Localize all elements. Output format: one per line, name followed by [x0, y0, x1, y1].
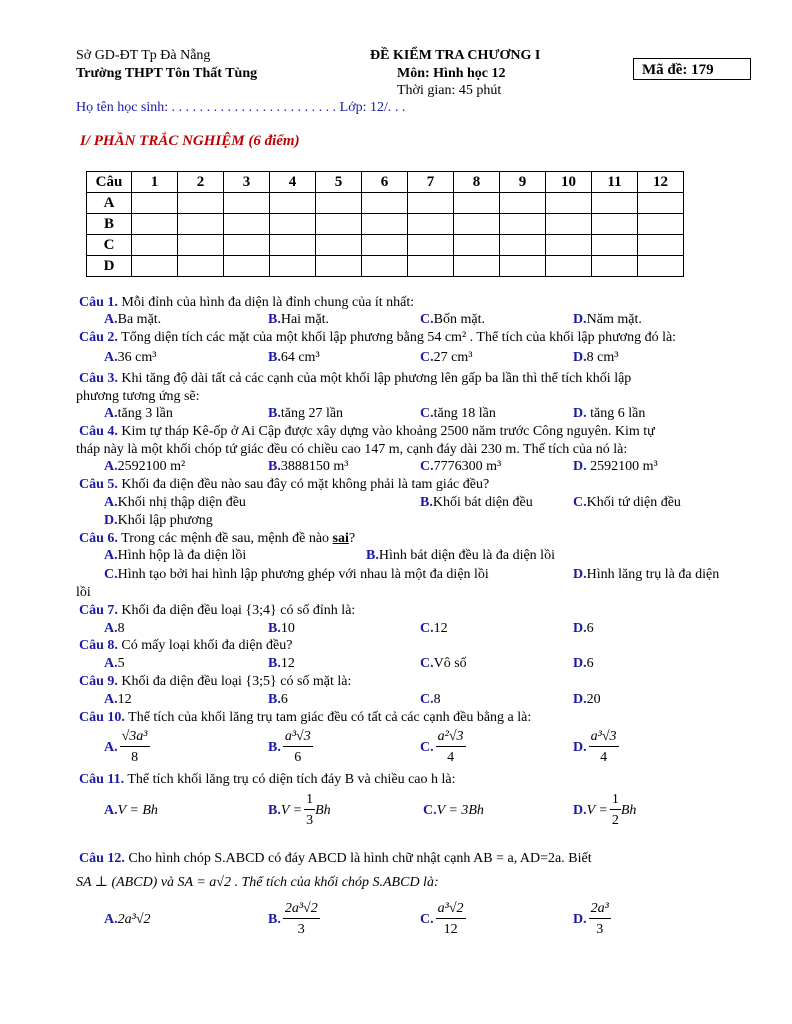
answer-cell[interactable]: [454, 235, 500, 256]
answer-cell[interactable]: [362, 193, 408, 214]
answer-cell[interactable]: [362, 256, 408, 277]
answer-cell[interactable]: [224, 235, 270, 256]
answer-cell[interactable]: [592, 214, 638, 235]
option-a[interactable]: A.8: [104, 621, 125, 636]
question-2: Câu 2. Tổng diện tích các mặt của một khối lập phương bằng 54 cm² . Thể tích của khối lập phương đó là:: [79, 330, 677, 345]
table-row: [87, 256, 684, 277]
answer-cell[interactable]: [500, 214, 546, 235]
option-b[interactable]: B.Hình bát diện đều là đa diện lồi: [366, 548, 555, 563]
answer-cell[interactable]: [408, 193, 454, 214]
option-a[interactable]: A.5: [104, 656, 125, 671]
answer-cell[interactable]: [500, 256, 546, 277]
option-b[interactable]: B. $\frac{\text{2a³√2}}{3}$: [268, 901, 318, 937]
option-d[interactable]: D. $\frac{\text{2a³}}{3}$: [573, 901, 609, 937]
answer-cell[interactable]: [270, 214, 316, 235]
table-header-cell: 9: [500, 172, 546, 193]
table-header-cell: 2: [178, 172, 224, 193]
option-a[interactable]: A.V = Bh: [104, 803, 158, 818]
table-row: [87, 235, 684, 256]
option-b[interactable]: B.V = $\frac{1}{3}$ Bh: [268, 792, 331, 828]
answer-cell[interactable]: [638, 193, 684, 214]
question-12: Câu 12. Cho hình chóp S.ABCD có đáy ABCD là hình chữ nhật cạnh AB = a, AD=2a. Biết: [79, 851, 592, 866]
table-header-cell: 8: [454, 172, 500, 193]
option-d[interactable]: D.Năm mặt.: [573, 312, 642, 327]
option-a[interactable]: A.2a³√2: [104, 912, 151, 927]
option-b[interactable]: B.12: [268, 656, 295, 671]
answer-cell[interactable]: [408, 235, 454, 256]
answer-cell[interactable]: [592, 256, 638, 277]
option-a[interactable]: A.tăng 3 lần: [104, 406, 173, 421]
question-11: Câu 11. Thể tích khối lăng trụ có diện tích đáy B và chiều cao h là:: [79, 772, 456, 787]
question-12-cont: SA ⊥ (ABCD) và SA = a√2 . Thể tích của khối chóp S.ABCD là:: [76, 875, 439, 890]
option-d[interactable]: D.6: [573, 656, 594, 671]
answer-cell[interactable]: [454, 214, 500, 235]
question-9: Câu 9. Khối đa diện đều loại {3;5} có số mặt là:: [79, 674, 352, 689]
department: Sở GD-ĐT Tp Đà Nẵng: [76, 48, 211, 63]
option-d[interactable]: D.20: [573, 692, 601, 707]
table-header-cell: 12: [638, 172, 684, 193]
option-c[interactable]: C.8: [420, 692, 441, 707]
answer-cell[interactable]: [178, 235, 224, 256]
answer-cell[interactable]: [224, 214, 270, 235]
row-label: B: [87, 214, 132, 235]
answer-cell[interactable]: [224, 193, 270, 214]
option-a[interactable]: A.2592100 m²: [104, 459, 186, 474]
option-c[interactable]: C.12: [420, 621, 448, 636]
option-b[interactable]: B.Khối bát diện đều: [420, 495, 533, 510]
option-a[interactable]: A.Ba mặt.: [104, 312, 162, 327]
option-c[interactable]: C.Hình tạo bởi hai hình lập phương ghép với nhau là một đa diện lồi: [104, 567, 489, 582]
option-a[interactable]: A.Hình hộp là đa diện lồi: [104, 548, 247, 563]
student-line: Họ tên học sinh: . . . . . . . . . . . . . . . . . . . . . . . . Lớp: 12/. . .: [76, 100, 406, 115]
option-d[interactable]: D.8 cm³: [573, 350, 619, 365]
table-header-cell: 1: [132, 172, 178, 193]
section-title: I/ PHẦN TRẮC NGHIỆM (6 điểm): [80, 133, 300, 149]
table-header-cell: 10: [546, 172, 592, 193]
question-1: [79, 294, 414, 311]
question-4-cont: tháp này là một khối chóp tứ giác đều có chiều cao 147 m, cạnh đáy dài 230 m. Thế tích của nó là:: [76, 442, 628, 457]
option-a[interactable]: A.12: [104, 692, 132, 707]
answer-cell[interactable]: [638, 235, 684, 256]
option-c[interactable]: C. $\frac{\text{a²√3}}{4}$: [420, 729, 464, 765]
keyword-wrong: sai: [332, 531, 349, 546]
option-b[interactable]: B.64 cm³: [268, 350, 320, 365]
option-a[interactable]: A. $\frac{\text{√3a³}}{8}$: [104, 729, 148, 765]
answer-cell[interactable]: [362, 214, 408, 235]
answer-cell[interactable]: [270, 256, 316, 277]
option-a[interactable]: A.Khối nhị thập diện đều: [104, 495, 246, 510]
option-c[interactable]: C. $\frac{\text{a³√2}}{12}$: [420, 901, 464, 937]
answer-cell[interactable]: [270, 193, 316, 214]
row-label: C: [87, 235, 132, 256]
exam-subject: Môn: Hình học 12: [397, 66, 506, 81]
question-4: Câu 4. Kim tự tháp Kê-ốp ở Ai Cập được xây dựng vào khoảng 2500 năm trước Công nguyên. Kim tự: [79, 424, 655, 439]
option-b[interactable]: B.tăng 27 lần: [268, 406, 344, 421]
answer-cell[interactable]: [638, 214, 684, 235]
question-label: Câu 1.: [79, 295, 118, 310]
question-3: Câu 3. Khi tăng độ dài tất cả các cạnh của một khối lập phương lên gấp ba lần thì thể tích khối lập: [79, 371, 632, 386]
answer-cell[interactable]: [178, 193, 224, 214]
answer-cell[interactable]: [546, 256, 592, 277]
option-a[interactable]: A.36 cm³: [104, 350, 157, 365]
option-c[interactable]: C.27 cm³: [420, 350, 473, 365]
option-b[interactable]: B.6: [268, 692, 288, 707]
answer-cell[interactable]: [408, 256, 454, 277]
row-label: D: [87, 256, 132, 277]
question-8: Câu 8. Có mấy loại khối đa diện đều?: [79, 638, 293, 653]
answer-cell[interactable]: [546, 214, 592, 235]
answer-cell[interactable]: [132, 193, 178, 214]
question-text: Mỗi đỉnh của hình đa diện là đỉnh chung của ít nhất:: [121, 295, 415, 310]
answer-cell[interactable]: [500, 193, 546, 214]
answer-cell[interactable]: [408, 214, 454, 235]
option-c[interactable]: C.tăng 18 lần: [420, 406, 496, 421]
option-d[interactable]: D.Hình lăng trụ là đa diện: [573, 567, 720, 582]
answer-cell[interactable]: [592, 235, 638, 256]
answer-cell[interactable]: [316, 256, 362, 277]
answer-cell[interactable]: [132, 214, 178, 235]
option-d[interactable]: D.6: [573, 621, 594, 636]
answer-cell[interactable]: [316, 193, 362, 214]
answer-table-header: [87, 172, 684, 193]
answer-cell[interactable]: [224, 256, 270, 277]
table-header-cell: 6: [362, 172, 408, 193]
option-d[interactable]: D. 2592100 m³: [573, 459, 658, 474]
answer-cell[interactable]: [500, 235, 546, 256]
answer-cell[interactable]: [270, 235, 316, 256]
option-c[interactable]: C.Vô số: [420, 656, 467, 671]
option-c[interactable]: C.Bốn mặt.: [420, 312, 485, 327]
table-header-cell: 7: [408, 172, 454, 193]
option-c[interactable]: C.Khối tứ diện đều: [573, 495, 681, 510]
row-label: A: [87, 193, 132, 214]
table-header-cell: 3: [224, 172, 270, 193]
question-7: Câu 7. Khối đa diện đều loại {3;4} có số đỉnh là:: [79, 603, 356, 618]
question-5: Câu 5. Khối đa diện đều nào sau đây có mặt không phải là tam giác đều?: [79, 477, 490, 492]
answer-cell[interactable]: [178, 256, 224, 277]
table-header-cell: 5: [316, 172, 362, 193]
answer-cell[interactable]: [546, 193, 592, 214]
answer-cell[interactable]: [454, 256, 500, 277]
answer-cell[interactable]: [132, 235, 178, 256]
exam-title: ĐỀ KIỂM TRA CHƯƠNG I: [370, 48, 541, 63]
answer-cell[interactable]: [178, 214, 224, 235]
option-b[interactable]: B.Hai mặt.: [268, 312, 330, 327]
exam-code: Mã đề: 179: [633, 58, 751, 80]
answer-cell[interactable]: [592, 193, 638, 214]
option-c[interactable]: C.7776300 m³: [420, 459, 502, 474]
question-10: Câu 10. Thể tích của khối lăng trụ tam giác đều có tất cả các cạnh đều bằng a là:: [79, 710, 532, 725]
option-d[interactable]: D.Khối lập phương: [104, 513, 213, 528]
option-d[interactable]: D. $\frac{\text{a³√3}}{4}$: [573, 729, 617, 765]
answer-cell[interactable]: [316, 235, 362, 256]
question-3-cont: phương tương ứng sẽ:: [76, 389, 200, 404]
option-d[interactable]: D.V = $\frac{1}{2}$ Bh: [573, 792, 637, 828]
school-name: Trường THPT Tôn Thất Tùng: [76, 66, 258, 81]
option-d[interactable]: D. tăng 6 lần: [573, 406, 646, 421]
option-b[interactable]: B.10: [268, 621, 295, 636]
table-header-cell: 4: [270, 172, 316, 193]
answer-cell[interactable]: [132, 256, 178, 277]
answer-cell[interactable]: [316, 214, 362, 235]
option-b[interactable]: B.3888150 m³: [268, 459, 349, 474]
option-b[interactable]: B. $\frac{\text{a³√3}}{6}$: [268, 729, 311, 765]
answer-cell[interactable]: [454, 193, 500, 214]
table-header-cell: Câu: [87, 172, 132, 193]
answer-cell[interactable]: [638, 256, 684, 277]
answer-cell[interactable]: [546, 235, 592, 256]
answer-cell[interactable]: [362, 235, 408, 256]
table-header-cell: 11: [592, 172, 638, 193]
table-row: [87, 193, 684, 214]
option-d-cont: lồi: [76, 585, 91, 600]
exam-time: Thời gian: 45 phút: [397, 83, 502, 98]
table-row: [87, 214, 684, 235]
answer-table: [86, 171, 684, 277]
option-c[interactable]: C.V = 3Bh: [423, 803, 484, 818]
question-6: Câu 6. Trong các mệnh đề sau, mệnh đề nào sai?: [79, 531, 356, 546]
